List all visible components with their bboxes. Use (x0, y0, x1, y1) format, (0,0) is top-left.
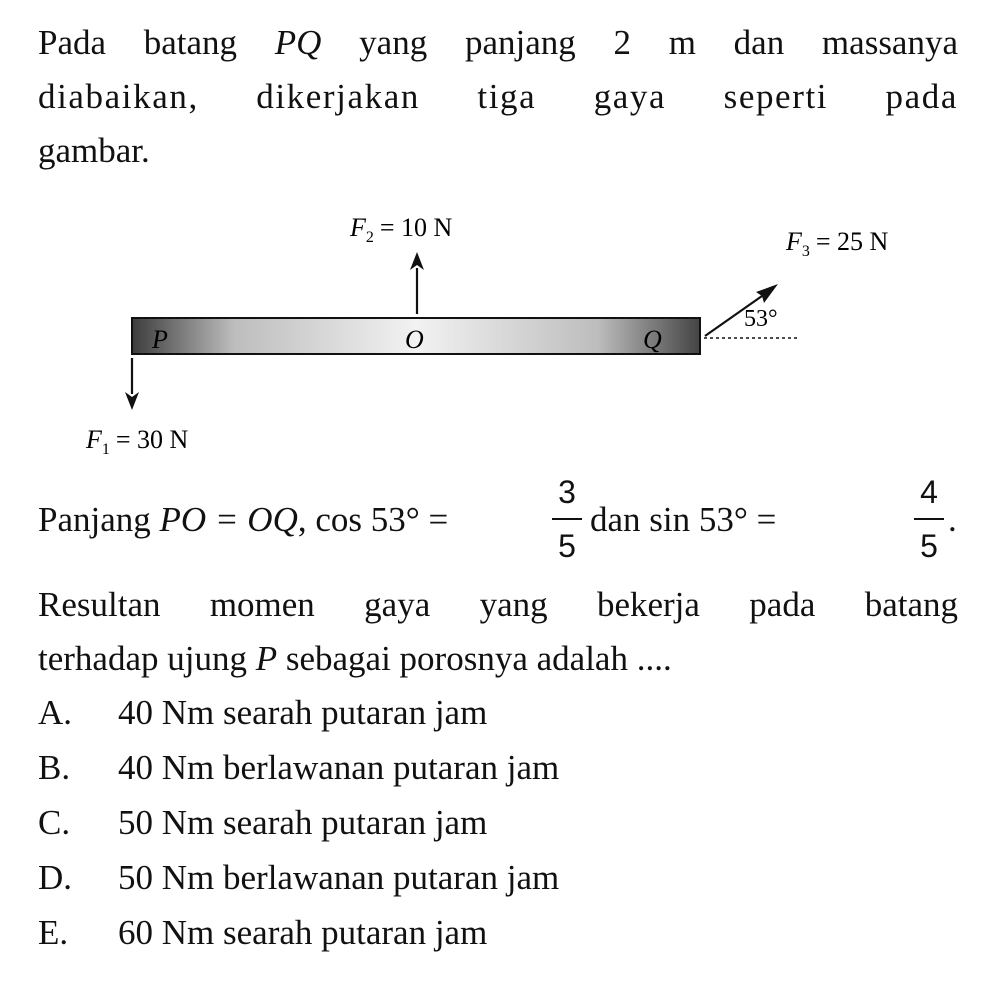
option-letter: A. (38, 693, 73, 732)
label-q: Q (643, 325, 662, 354)
question-line-2: terhadap ujung P sebagai porosnya adalah .... (38, 639, 672, 678)
label-p: P (152, 325, 168, 354)
f1-label: $F_1 = 30$ N (86, 425, 189, 458)
option-a[interactable] (38, 686, 487, 740)
intro-line-3: gambar. (38, 131, 150, 170)
sin-fraction: 4 5 (914, 470, 944, 568)
f1-arrow (125, 358, 139, 410)
force-diagram (0, 190, 1000, 470)
option-e[interactable] (38, 906, 487, 960)
angle-label: 53° (744, 306, 778, 332)
option-text: 40 Nm searah putaran jam (118, 693, 488, 732)
conditions-text: Panjang PO = OQ, cos 53° = (38, 500, 449, 539)
option-text: 50 Nm searah putaran jam (118, 803, 488, 842)
conditions-end: . (948, 500, 957, 539)
label-o: O (405, 325, 424, 354)
rod-name: PQ (274, 23, 322, 62)
intro-line-2: diabaikan, dikerjakan tiga gaya seperti pada (38, 77, 958, 116)
option-c[interactable] (38, 796, 487, 850)
option-text: 40 Nm berlawanan putaran jam (118, 748, 560, 787)
cos-fraction: 3 5 (552, 470, 582, 568)
option-letter: C. (38, 803, 71, 842)
intro-line-1 (38, 16, 958, 70)
option-b[interactable] (38, 741, 559, 795)
option-text: 60 Nm searah putaran jam (118, 913, 488, 952)
intro-text: Pada batang (38, 23, 275, 62)
length-equality: PO = OQ (159, 500, 298, 539)
pivot-point: P (255, 639, 278, 678)
option-text: 50 Nm berlawanan putaran jam (118, 858, 560, 897)
option-letter: B. (38, 748, 71, 787)
option-letter: E. (38, 913, 69, 952)
f2-label: $F_2 = 10$ N (350, 213, 453, 246)
option-d[interactable] (38, 851, 559, 905)
f3-label: $F_3 = 25$ N (786, 227, 889, 260)
given-conditions (38, 470, 978, 580)
intro-text-2: yang panjang 2 m dan massanya (321, 23, 959, 62)
conditions-middle: dan sin 53° = (590, 500, 777, 539)
question-line-1: Resultan momen gaya yang bekerja pada batang (38, 585, 958, 624)
f2-arrow (410, 252, 424, 314)
problem-intro (38, 16, 958, 178)
option-letter: D. (38, 858, 73, 897)
question-text (38, 578, 958, 686)
